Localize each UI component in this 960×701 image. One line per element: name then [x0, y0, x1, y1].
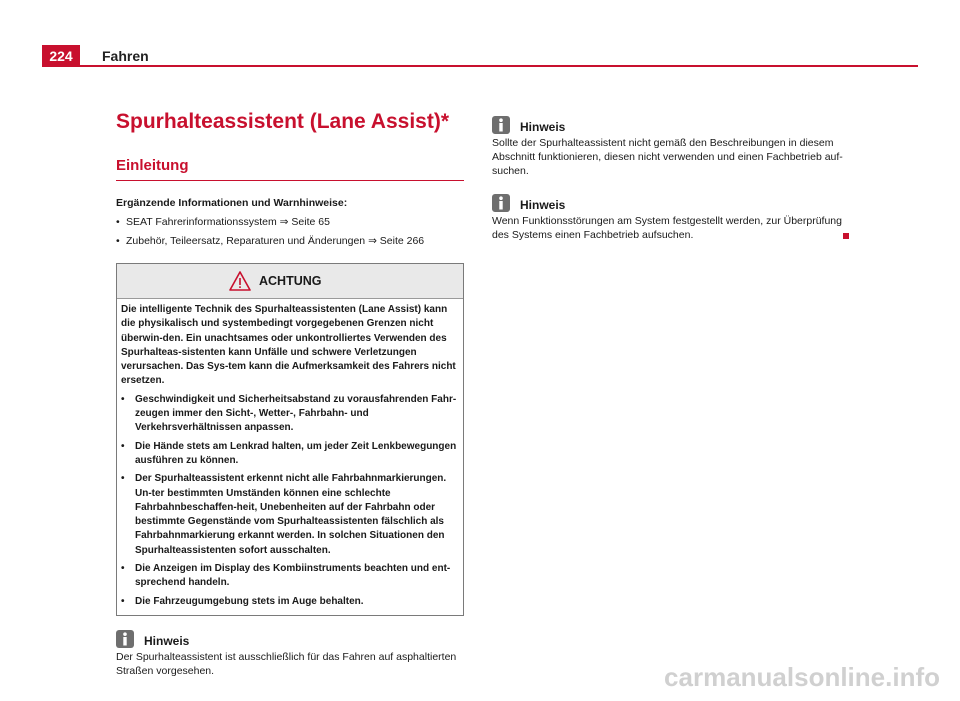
- section-title: Einleitung: [116, 157, 189, 174]
- bullet-icon: •: [121, 440, 125, 452]
- watermark: carmanualsonline.info: [664, 662, 940, 692]
- info-icon: [116, 630, 134, 648]
- warning-intro: Die intelligente Technik des Spurhalteassistenten (Lane Assist) kann die physikalisch und systembedingt vorgegebenen Grenzen nicht überwin-den. Ein unachtsames oder unkontrolliertes Verwenden des Spurhalteas-sistenten kann Unfälle und schwere Verletzungen verursachen. Das Sys-tem kann die Aufmerksamkeit des Fahrers nicht ersetzen.: [121, 304, 456, 387]
- warning-item: [121, 562, 459, 591]
- intro-heading: Ergänzende Informationen und Warnhinweise:: [116, 197, 348, 209]
- bullet-icon: •: [116, 235, 120, 247]
- bullet-icon: •: [121, 393, 125, 405]
- note-label: Hinweis: [520, 198, 566, 212]
- warning-item: [121, 472, 459, 558]
- page-number: 224: [42, 45, 80, 67]
- note-header: [492, 194, 857, 212]
- warning-body: [117, 299, 463, 615]
- note-header: [116, 630, 464, 648]
- bullet-icon: •: [121, 473, 125, 485]
- info-icon: [492, 116, 510, 134]
- list-item: [116, 216, 464, 228]
- warning-item-text: Der Spurhalteassistent erkennt nicht alle Fahrbahnmarkierungen. Un-ter bestimmten Umständen können eine schlechte Fahrbahnbeschaffen-heit, Unebenheiten auf der Fahrbahn oder bestimmte Gegenstände vom Spurhalteassistenten fälschlich als Fahrbahnmarkierung erkannt werden. In solchen Situationen den Spurhalteassistenten sofort ausschalten.: [135, 473, 447, 556]
- warning-label: ACHTUNG: [259, 274, 322, 288]
- chapter-title: Fahren: [102, 48, 149, 64]
- warning-item-text: Geschwindigkeit und Sicherheitsabstand zu vorausfahrenden Fahr-zeugen immer den Sicht-, Wetter-, Fahrbahn- und Verkehrsverhältnissen anpassen.: [135, 393, 457, 434]
- note-text: Der Spurhalteassistent ist ausschließlich für das Fahren auf asphaltierten Straßen vorgesehen.: [116, 650, 457, 677]
- list-item: [116, 235, 464, 247]
- note-label: Hinweis: [520, 120, 566, 134]
- warning-item: [121, 440, 459, 469]
- note-text: Wenn Funktionsstörungen am System festgestellt werden, zur Überprüfung des Systems einen Fachbetrieb aufsuchen.: [492, 215, 842, 241]
- right-column: [492, 116, 857, 242]
- info-icon: [492, 194, 510, 212]
- main-title: Spurhalteassistent (Lane Assist)*: [116, 110, 449, 133]
- warning-item-text: Die Hände stets am Lenkrad halten, um jeder Zeit Lenkbewegungen ausführen zu können.: [135, 440, 457, 466]
- note-label: Hinweis: [144, 633, 190, 648]
- note-header: [492, 116, 857, 134]
- note-text: Sollte der Spurhalteassistent nicht gemäß den Beschreibungen in diesem Abschnitt funktionieren, diesen nicht verwenden und einen Fachbetrieb auf-suchen.: [492, 137, 843, 177]
- bullet-icon: •: [121, 595, 125, 607]
- note-block: [492, 116, 857, 178]
- section-rule: [116, 180, 464, 181]
- note-block: [492, 194, 857, 242]
- warning-triangle-icon: [229, 271, 251, 291]
- warning-item-text: Die Anzeigen im Display des Kombiinstruments beachten und ent-sprechend handeln.: [135, 563, 451, 589]
- warning-box: [116, 263, 464, 616]
- header-rule: [80, 65, 918, 67]
- warning-item: [121, 595, 459, 609]
- bullet-icon: •: [116, 216, 120, 228]
- left-column: [116, 110, 464, 678]
- note-block: [116, 630, 464, 678]
- warning-header: [117, 264, 463, 299]
- page-reference-link[interactable]: ⇒ Seite 65: [279, 216, 330, 228]
- section-end-marker: [843, 233, 849, 239]
- page-reference-link[interactable]: ⇒ Seite 266: [368, 235, 425, 247]
- list-item-text: Zubehör, Teileersatz, Reparaturen und Änderungen: [126, 235, 369, 247]
- warning-item-text: Die Fahrzeugumgebung stets im Auge behalten.: [135, 595, 364, 607]
- list-item-text: SEAT Fahrerinformationssystem: [126, 216, 280, 228]
- warning-item: [121, 393, 459, 436]
- bullet-icon: •: [121, 563, 125, 575]
